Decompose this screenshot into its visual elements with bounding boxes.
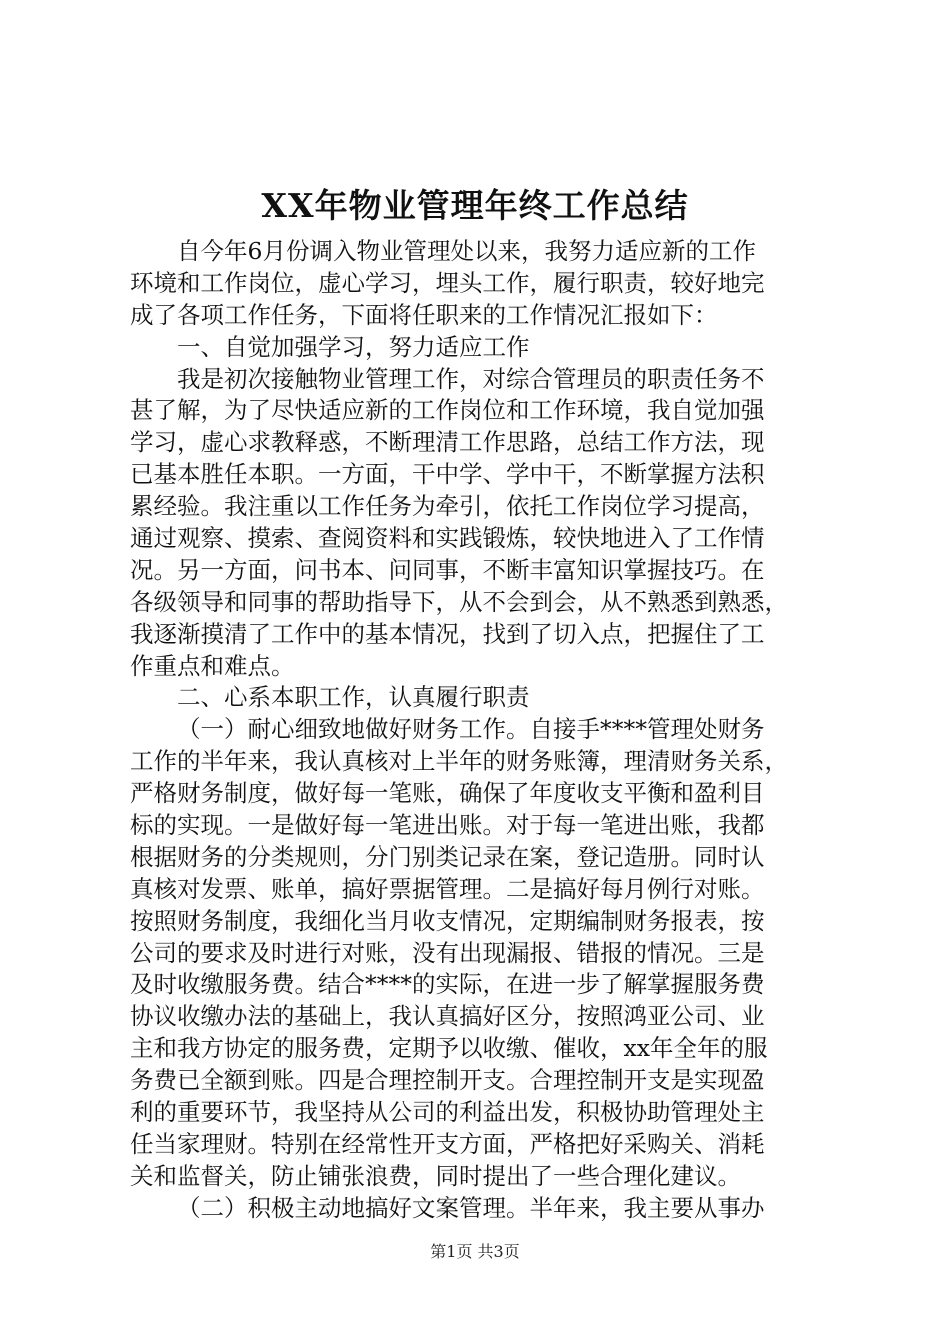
paragraph-line: 学习，虚心求教释惑，不断理清工作思路，总结工作方法，现 <box>130 428 765 457</box>
paragraph-line: 务费已全额到账。四是合理控制开支。合理控制开支是实现盈 <box>130 1066 765 1095</box>
paragraph-line: 我是初次接触物业管理工作，对综合管理员的职责任务不 <box>177 364 765 393</box>
paragraph-line: （二）积极主动地搞好文案管理。半年来，我主要从事办 <box>177 1193 765 1222</box>
paragraph-line: 利的重要环节，我坚持从公司的利益出发，积极协助管理处主 <box>130 1098 765 1127</box>
paragraph-line: 标的实现。一是做好每一笔进出账。对于每一笔进出账，我都 <box>130 811 765 840</box>
paragraph-line: 任当家理财。特别在经常性开支方面，严格把好采购关、消耗 <box>130 1129 765 1158</box>
paragraph-line: 工作的半年来，我认真核对上半年的财务账簿，理清财务关系， <box>130 747 788 776</box>
paragraph-line: 通过观察、摸索、查阅资料和实践锻炼，较快地进入了工作情 <box>130 524 765 553</box>
paragraph-line: 作重点和难点。 <box>130 651 295 680</box>
paragraph-line: 甚了解，为了尽快适应新的工作岗位和工作环境，我自觉加强 <box>130 396 765 425</box>
paragraph-line: 况。另一方面，问书本、问同事，不断丰富知识掌握技巧。在 <box>130 555 765 584</box>
page-footer: 第1页 共3页 <box>430 1242 520 1261</box>
paragraph-line: （一）耐心细致地做好财务工作。自接手****管理处财务 <box>177 715 765 744</box>
paragraph-line: 环境和工作岗位，虚心学习，埋头工作，履行职责，较好地完 <box>130 268 765 297</box>
section-heading: 一、自觉加强学习，努力适应工作 <box>177 332 530 361</box>
paragraph-line: 自今年6月份调入物业管理处以来，我努力适应新的工作 <box>177 237 756 265</box>
paragraph-line: 根据财务的分类规则，分门别类记录在案，登记造册。同时认 <box>130 842 765 871</box>
paragraph-line: 成了各项工作任务，下面将任职来的工作情况汇报如下： <box>130 300 718 329</box>
paragraph-line: 已基本胜任本职。一方面，干中学、学中干，不断掌握方法积 <box>130 460 765 489</box>
paragraph-line: 各级领导和同事的帮助指导下，从不会到会，从不熟悉到熟悉， <box>130 587 788 616</box>
paragraph-line: 按照财务制度，我细化当月收支情况，定期编制财务报表，按 <box>130 906 765 935</box>
section-heading: 二、心系本职工作，认真履行职责 <box>177 683 530 712</box>
paragraph-line: 及时收缴服务费。结合****的实际，在进一步了解掌握服务费 <box>130 970 765 999</box>
paragraph-line: 累经验。我注重以工作任务为牵引，依托工作岗位学习提高， <box>130 492 765 521</box>
paragraph-line: 协议收缴办法的基础上，我认真搞好区分，按照鸿亚公司、业 <box>130 1002 765 1031</box>
paragraph-line: 我逐渐摸清了工作中的基本情况，找到了切入点，把握住了工 <box>130 619 765 648</box>
paragraph-line: 主和我方协定的服务费，定期予以收缴、催收，xx年全年的服 <box>130 1034 768 1063</box>
document-body <box>130 236 844 1225</box>
paragraph-line: 真核对发票、账单，搞好票据管理。二是搞好每月例行对账。 <box>130 874 765 903</box>
paragraph-line: 严格财务制度，做好每一笔账，确保了年度收支平衡和盈利目 <box>130 779 765 808</box>
paragraph-line: 公司的要求及时进行对账，没有出现漏报、错报的情况。三是 <box>130 938 765 967</box>
document-title: XX年物业管理年终工作总结 <box>261 186 689 225</box>
paragraph-line: 关和监督关，防止铺张浪费，同时提出了一些合理化建议。 <box>130 1161 741 1190</box>
